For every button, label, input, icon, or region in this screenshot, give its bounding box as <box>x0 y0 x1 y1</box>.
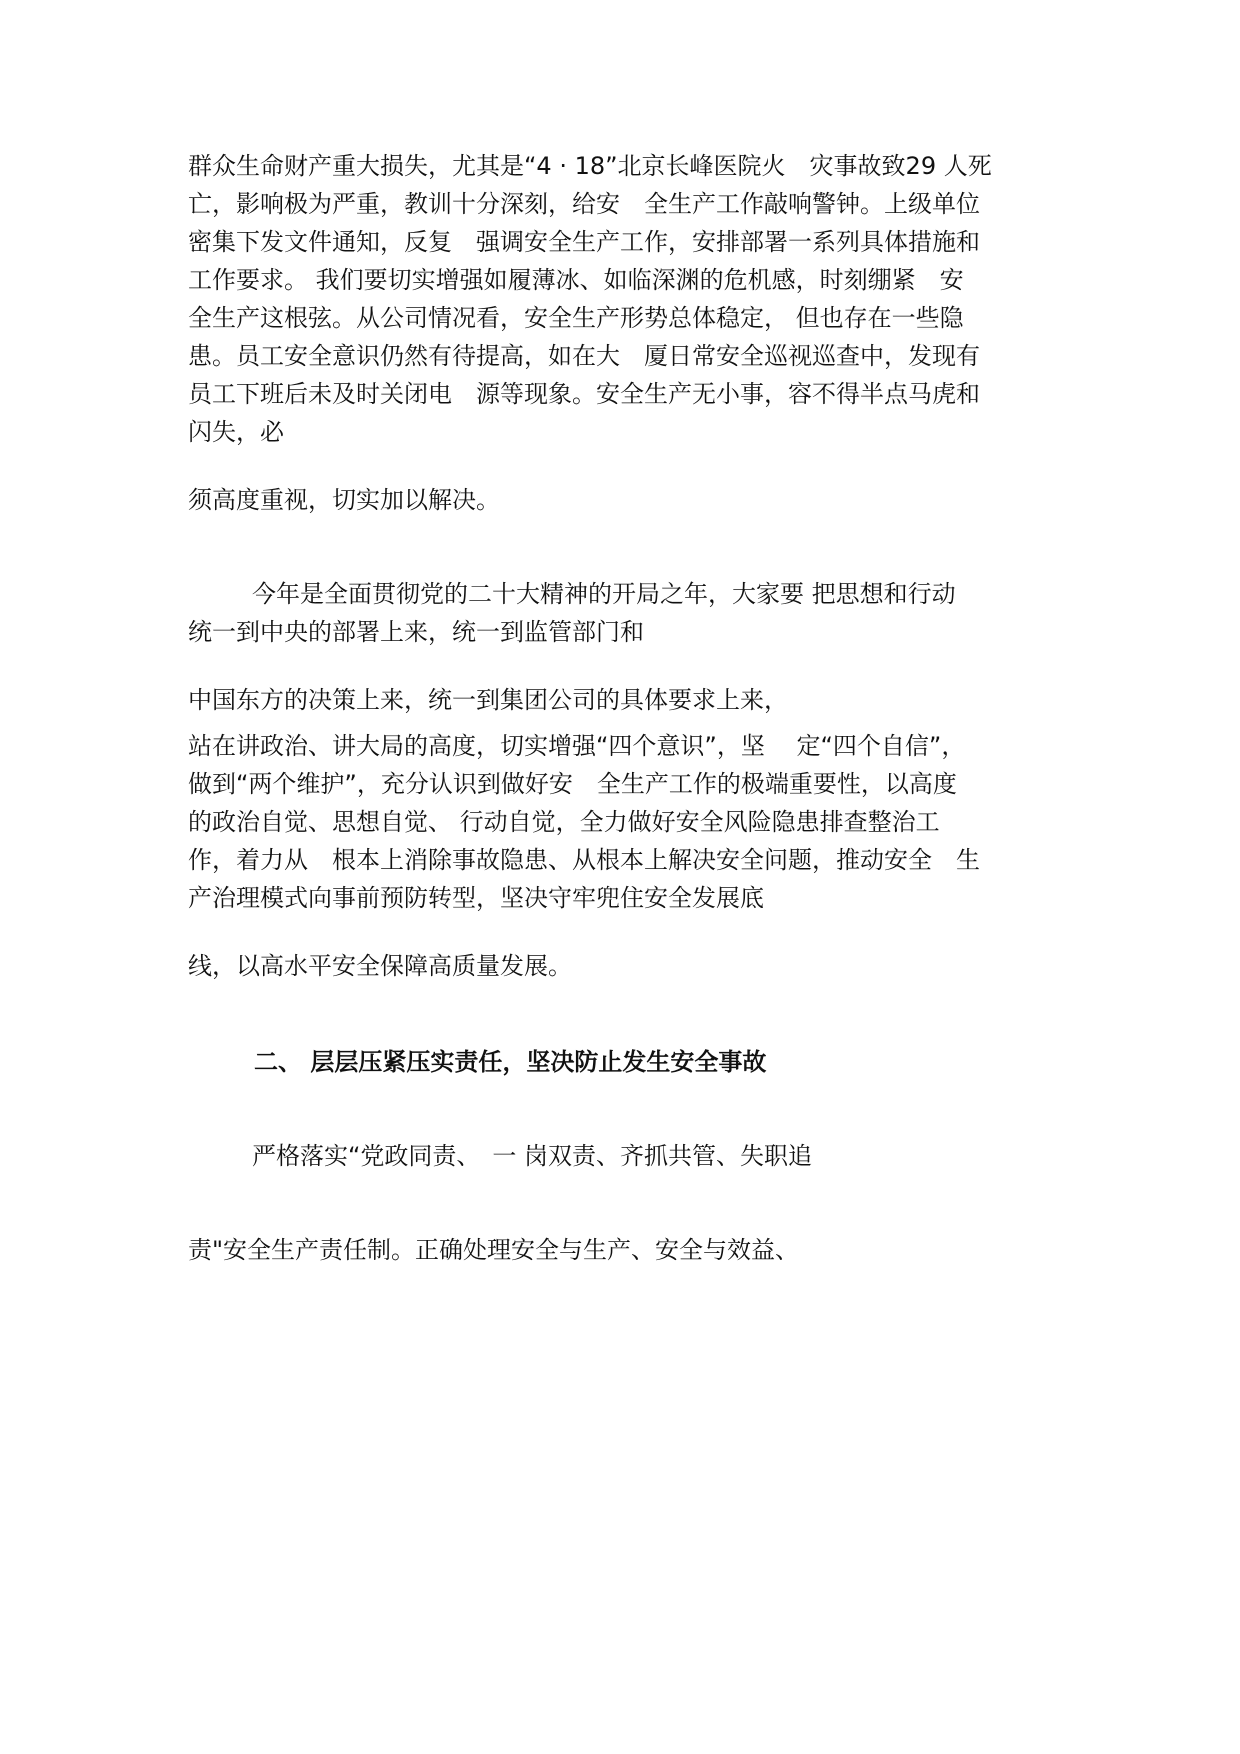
text-line: 全生产这根弦。从公司情况看，安全生产形势总体稳定， 但也存在一些隐 <box>188 304 964 332</box>
text-line: 闪失，必 <box>188 418 284 446</box>
text-line: 员工下班后未及时关闭电 源等现象。安全生产无小事，容不得半点马虎和 <box>188 380 980 408</box>
text-line: 产治理模式向事前预防转型，坚决守牢兜住安全发展底 <box>188 884 764 912</box>
text-line: 责"安全生产责任制。正确处理安全与生产、安全与效益、 <box>188 1236 800 1264</box>
section-heading: 二、 层层压紧压实责任，坚决防止发生安全事故 <box>254 1048 767 1076</box>
text-line: 的政治自觉、思想自觉、 行动自觉，全力做好安全风险隐患排查整治工 <box>188 808 940 836</box>
paragraph-first-line: 今年是全面贯彻党的二十大精神的开局之年，大家要 把思想和行动 <box>252 580 956 608</box>
text-line: 线，以高水平安全保障高质量发展。 <box>188 952 572 980</box>
text-line: 密集下发文件通知，反复 强调安全生产工作，安排部署一系列具体措施和 <box>188 228 980 256</box>
text-line: 中国东方的决策上来，统一到集团公司的具体要求上来， <box>188 686 788 714</box>
text-line: 患。员工安全意识仍然有待提高，如在大 厦日常安全巡视巡查中，发现有 <box>188 342 980 370</box>
text-line: 亡，影响极为严重，教训十分深刻，给安 全生产工作敲响警钟。上级单位 <box>188 190 980 218</box>
text-line: 作，着力从 根本上消除事故隐患、从根本上解决安全问题，推动安全 生 <box>188 846 980 874</box>
text-line: 须高度重视，切实加以解决。 <box>188 486 500 514</box>
text-line: 统一到中央的部署上来，统一到监管部门和 <box>188 618 644 646</box>
text-line: 做到“两个维护”，充分认识到做好安 全生产工作的极端重要性，以高度 <box>188 770 957 798</box>
paragraph-first-line: 严格落实“党政同责、 一 岗双责、齐抓共管、失职追 <box>252 1142 813 1170</box>
text-line: 工作要求。 我们要切实增强如履薄冰、如临深渊的危机感，时刻绷紧 安 <box>188 266 964 294</box>
text-line: 群众生命财产重大损失，尤其是“4 · 18”北京长峰医院火 灾事故致29 人死 <box>188 152 992 180</box>
text-line: 站在讲政治、讲大局的高度，切实增强“四个意识”，坚 定“四个自信”， <box>188 732 966 760</box>
